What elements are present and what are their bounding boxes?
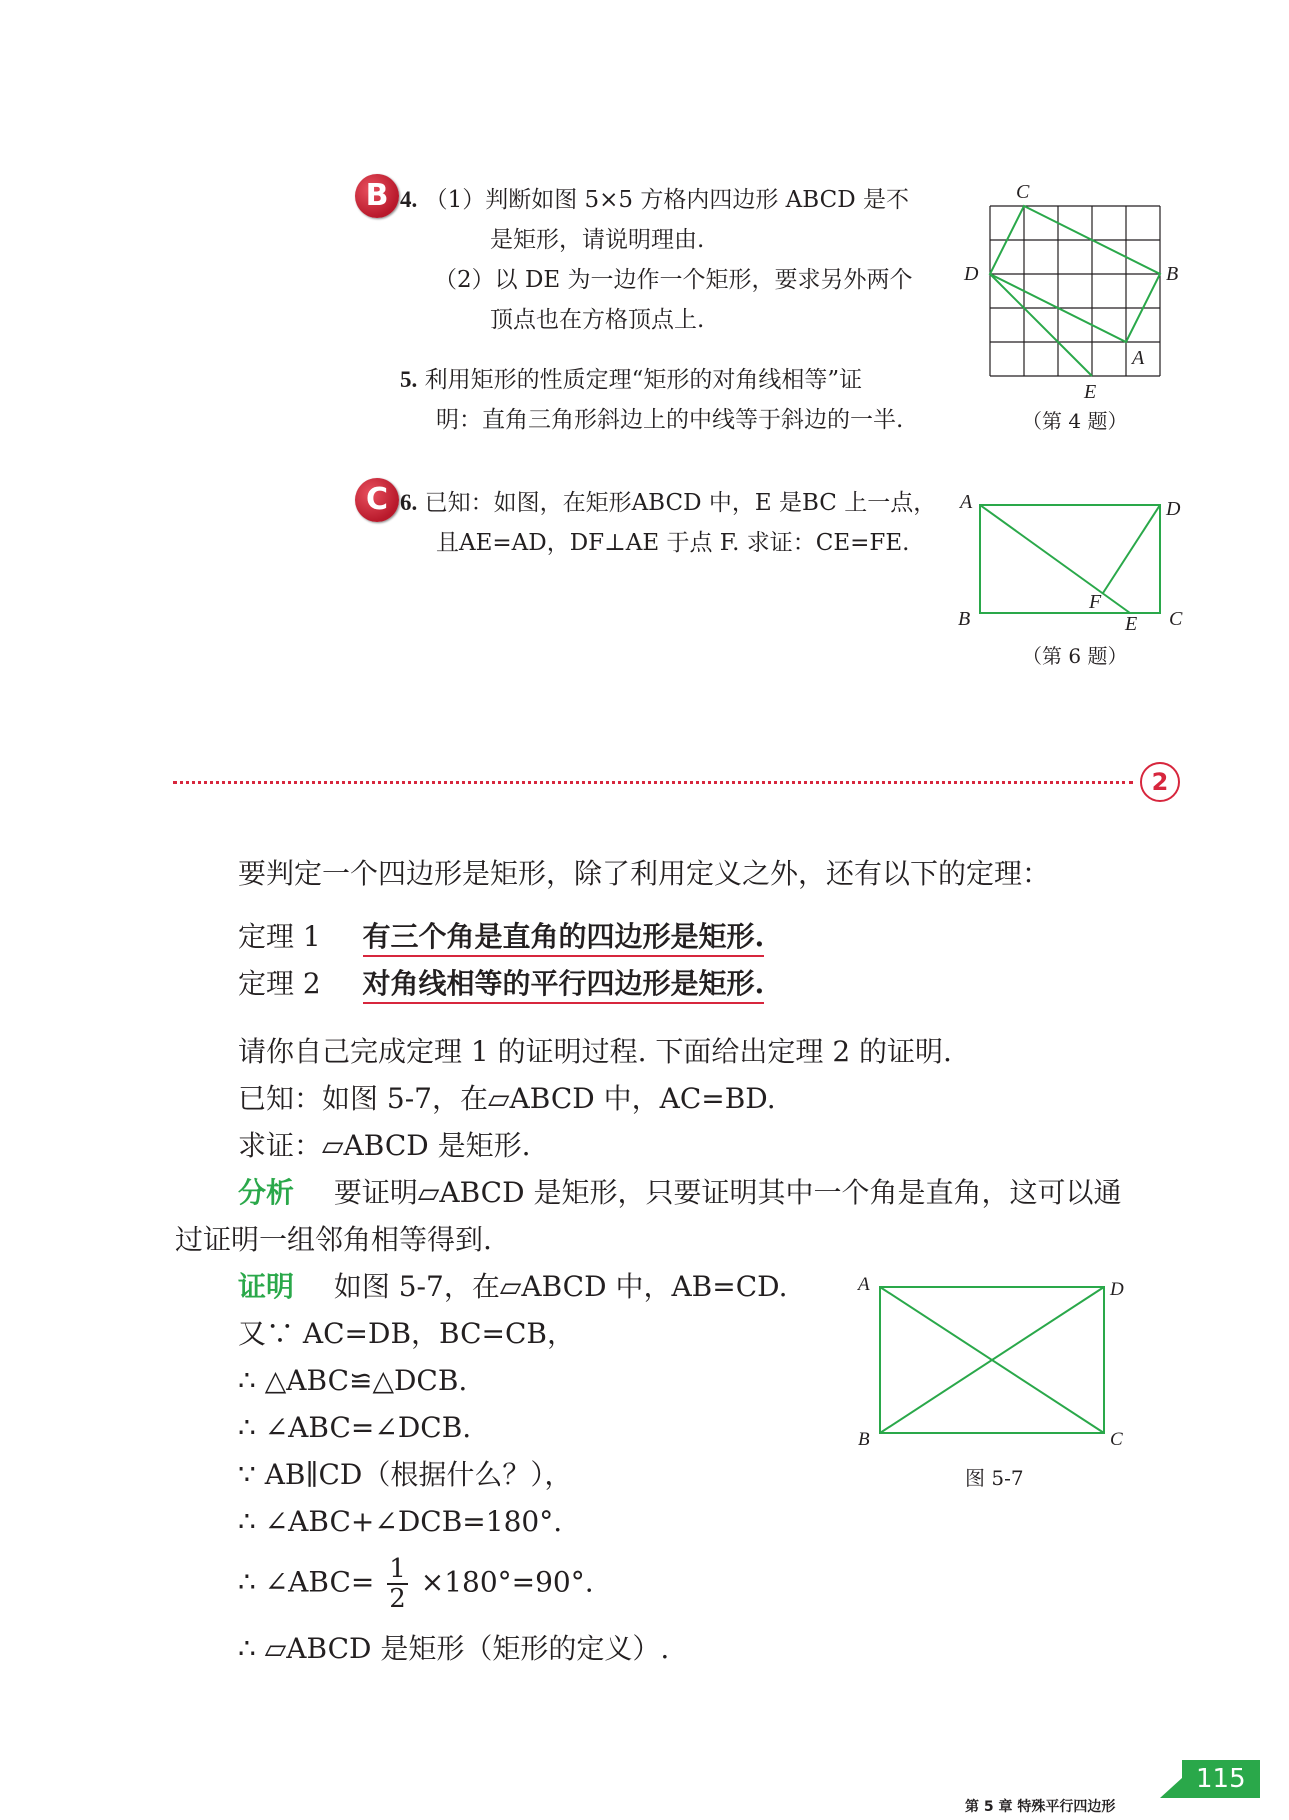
label-c: C <box>1169 608 1183 630</box>
analysis-continuation: 过证明一组邻角相等得到. <box>175 1223 492 1256</box>
proof-line-6: ∴ ∠ABC+∠DCB=180°. <box>238 1505 563 1538</box>
label-c: C <box>1016 181 1030 203</box>
exercise-number: 4. <box>400 187 418 212</box>
proof-instruction: 请你自己完成定理 1 的证明过程. 下面给出定理 2 的证明. <box>238 1035 952 1068</box>
proof-text-7a: ∴ ∠ABC= <box>238 1565 375 1599</box>
proof-line-8: ∴ ▱ABCD 是矩形（矩形的定义）. <box>238 1632 670 1665</box>
label-d: D <box>1166 498 1181 520</box>
proof-line-2: 又∵ AC=DB，BC=CB， <box>238 1317 576 1350</box>
exercise-6-line1: 已知：如图，在矩形ABCD 中，E 是BC 上一点， <box>424 490 937 516</box>
prove-statement: 求证：▱ABCD 是矩形. <box>238 1129 531 1162</box>
theorem-1 <box>238 913 764 960</box>
proof-line-5: ∵ AB∥CD（根据什么？）， <box>238 1458 573 1491</box>
exercise-5 <box>400 360 862 400</box>
exercise-6-figure <box>955 485 1185 635</box>
exercise-5-line2: 明：直角三角形斜边上的中线等于斜边的一半. <box>436 407 904 433</box>
proof-text-1: 如图 5-7，在▱ABCD 中，AB=CD. <box>333 1270 788 1303</box>
theorem-2-text: 对角线相等的平行四边形是矩形. <box>363 967 765 1004</box>
footer-chapter-title: 第 5 章 特殊平行四边形 <box>965 1799 1116 1815</box>
exercise-number: 5. <box>400 367 418 392</box>
exercise-5-line1: 利用矩形的性质定理“矩形的对角线相等”证 <box>424 367 863 393</box>
label-b: B <box>958 608 971 630</box>
analysis-text: 要证明▱ABCD 是矩形，只要证明其中一个角是直角，这可以通 <box>333 1176 1122 1209</box>
label-c: C <box>1110 1429 1123 1450</box>
theorem-1-label: 定理 1 <box>238 920 321 953</box>
fraction-denominator: 2 <box>389 1584 406 1614</box>
figure-5-7 <box>850 1265 1140 1455</box>
exercise-4-part1-line2: 是矩形，请说明理由. <box>490 227 705 253</box>
section-number: 2 <box>1140 762 1180 802</box>
theorem-1-text: 有三个角是直角的四边形是矩形. <box>363 920 765 957</box>
analysis-paragraph <box>238 1169 1121 1216</box>
label-a: A <box>1132 347 1145 369</box>
fraction-numerator: 1 <box>389 1554 406 1584</box>
exercise-4-part1-line1: （1）判断如图 5×5 方格内四边形 ABCD 是不 <box>424 187 909 213</box>
section-divider <box>173 781 1133 784</box>
label-d: D <box>1110 1279 1124 1300</box>
label-d: D <box>964 263 979 285</box>
theorem-2 <box>238 960 764 1007</box>
exercise-6-caption: （第 6 题） <box>1022 644 1128 668</box>
page-number: 115 <box>1182 1760 1260 1798</box>
given-statement: 已知：如图 5-7，在▱ABCD 中，AC=BD. <box>238 1082 776 1115</box>
label-b: B <box>858 1429 870 1450</box>
fraction-one-half <box>387 1555 408 1613</box>
proof-line-7 <box>238 1555 594 1613</box>
exercise-4-part2-line2: 顶点也在方格顶点上. <box>490 307 705 333</box>
exercise-4-figure <box>958 180 1178 410</box>
label-a: A <box>858 1274 870 1295</box>
intro-text: 要判定一个四边形是矩形，除了利用定义之外，还有以下的定理： <box>238 857 1051 890</box>
proof-line-4: ∴ ∠ABC=∠DCB. <box>238 1411 472 1444</box>
label-f: F <box>1089 591 1102 613</box>
footer-triangle <box>1160 1778 1182 1798</box>
exercise-6-line2: 且AE=AD，DF⊥AE 于点 F. 求证：CE=FE. <box>436 530 910 556</box>
exercise-4-part2-line1: （2）以 DE 为一边作一个矩形，要求另外两个 <box>434 267 913 293</box>
label-b: B <box>1166 263 1178 285</box>
label-e: E <box>1125 613 1138 635</box>
exercise-4-caption: （第 4 题） <box>1022 409 1128 433</box>
proof-line-1 <box>238 1263 787 1310</box>
theorem-2-label: 定理 2 <box>238 967 321 1000</box>
exercise-6 <box>400 483 936 523</box>
analysis-keyword: 分析 <box>238 1176 295 1209</box>
figure-5-7-caption: 图 5-7 <box>965 1466 1024 1490</box>
exercise-4 <box>400 180 909 220</box>
proof-line-3: ∴ △ABC≌△DCB. <box>238 1364 468 1397</box>
level-badge-b: B <box>355 174 399 218</box>
proof-text-7b: ×180°=90°. <box>420 1565 594 1599</box>
label-a: A <box>960 491 973 513</box>
proof-keyword: 证明 <box>238 1270 295 1303</box>
level-badge-c: C <box>355 478 399 522</box>
label-e: E <box>1084 381 1097 403</box>
exercise-number: 6. <box>400 490 418 515</box>
